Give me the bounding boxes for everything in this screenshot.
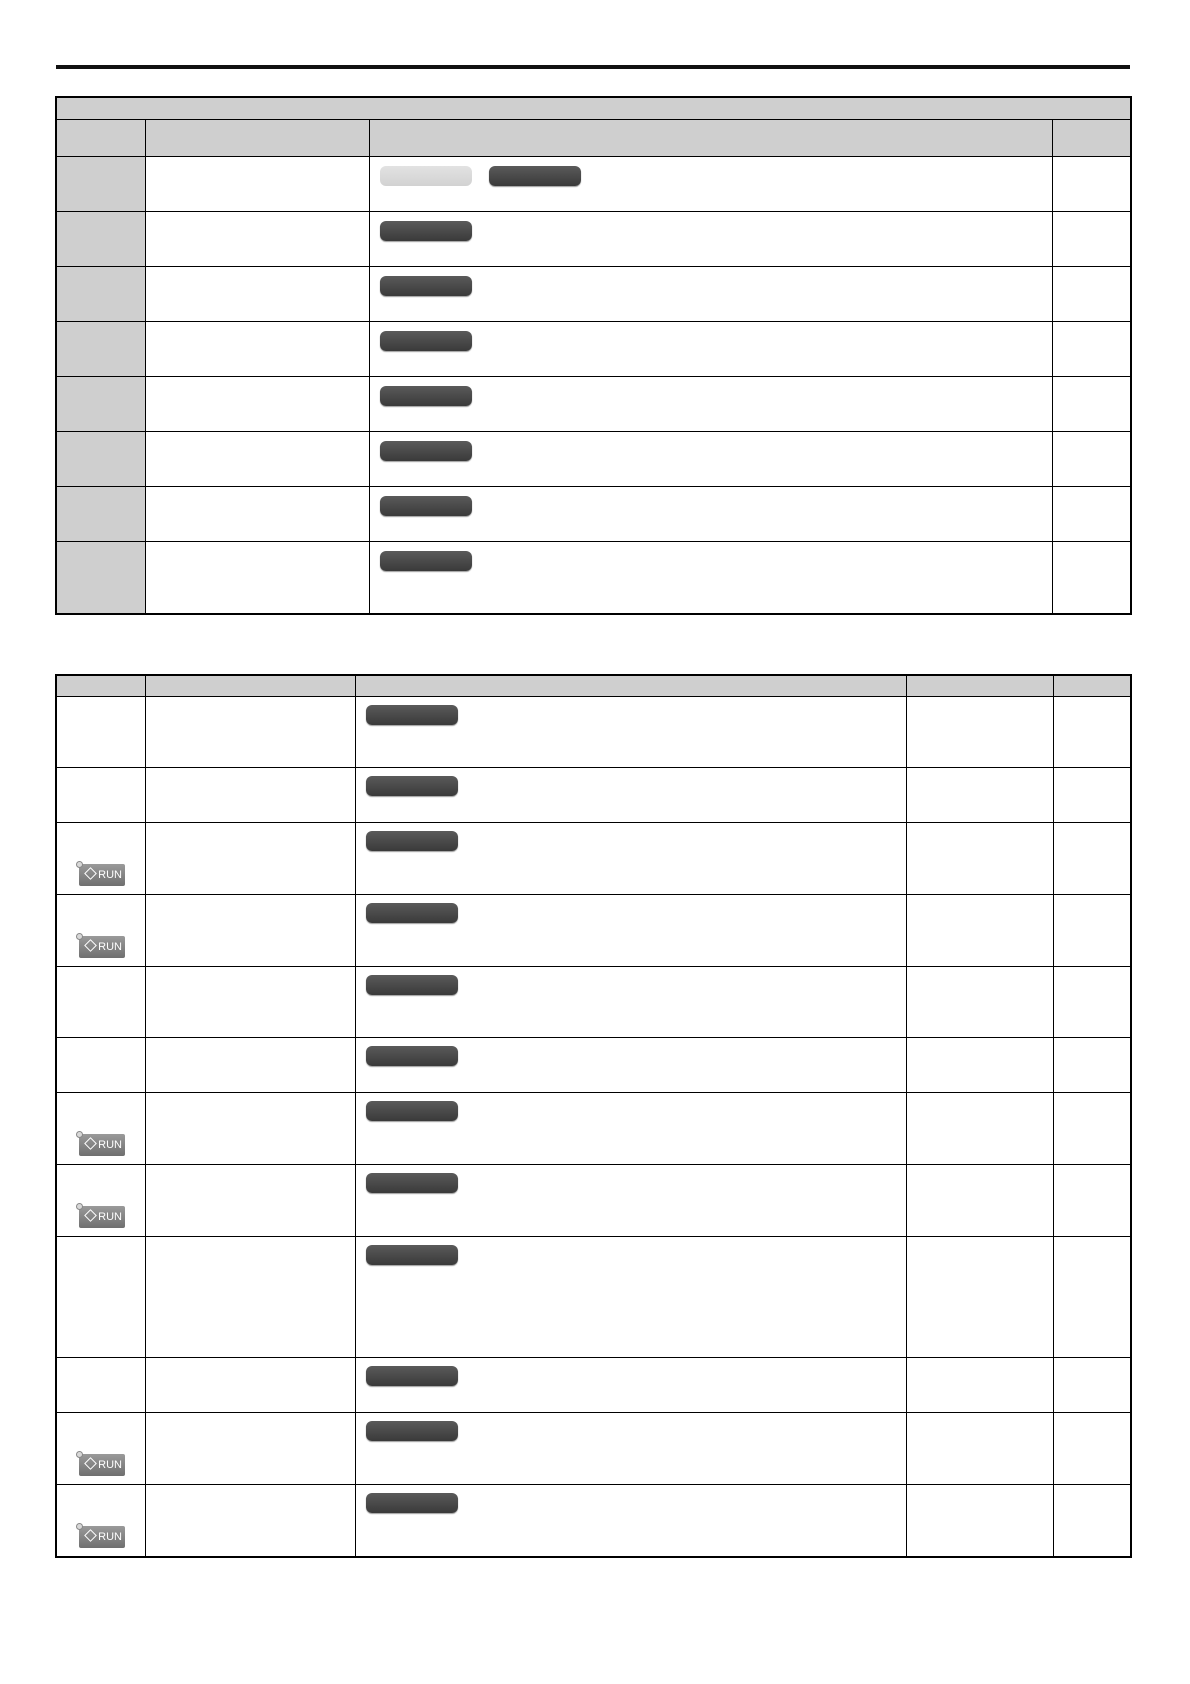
parameter-pill: [366, 1493, 458, 1513]
indicator-dot-icon: [76, 1523, 83, 1530]
table2-cell-page: [1054, 1413, 1130, 1485]
table2-cell-name: [146, 823, 356, 895]
table2-cell-description: [356, 1413, 907, 1485]
table2-cell-range: [907, 697, 1054, 768]
table2-cell-range: [907, 1093, 1054, 1165]
table1-cell-no: [57, 267, 146, 322]
indicator-dot-icon: [76, 1203, 83, 1210]
table2-cell-range: [907, 1038, 1054, 1093]
table2-cell-description: [356, 823, 907, 895]
table2-cell-page: [1054, 967, 1130, 1038]
parameter-pill: [366, 975, 458, 995]
table2-cell-page: [1054, 1038, 1130, 1093]
table1-cell-name: [146, 322, 370, 377]
table1-cell-name: [146, 267, 370, 322]
parameter-pill: [380, 331, 472, 351]
parameter-pill: [366, 705, 458, 725]
parameter-pill: [366, 1245, 458, 1265]
table1-cell-no: [57, 157, 146, 212]
parameter-pill: [366, 1366, 458, 1386]
table2-cell-description: [356, 967, 907, 1038]
table1-cell-page: [1053, 542, 1130, 613]
table1-cell-page: [1053, 157, 1130, 212]
table1-cell-page: [1053, 487, 1130, 542]
table2-header-description: [356, 676, 907, 697]
parameter-pill: [380, 496, 472, 516]
table1-cell-no: [57, 212, 146, 267]
run-badge-label: RUN: [98, 1211, 122, 1223]
run-badge-label: RUN: [98, 941, 122, 953]
parameter-pill: [380, 276, 472, 296]
table1-cell-page: [1053, 322, 1130, 377]
table2-cell-no: [57, 1413, 146, 1485]
table1-cell-no: [57, 322, 146, 377]
table1-title-row: [57, 98, 1130, 120]
run-diamond-icon: [84, 1529, 97, 1542]
table2-cell-name: [146, 967, 356, 1038]
run-badge-label: RUN: [98, 1139, 122, 1151]
table2-cell-page: [1054, 823, 1130, 895]
table2-cell-range: [907, 823, 1054, 895]
table1-header-description: [370, 120, 1053, 157]
table1-cell-name: [146, 542, 370, 613]
table1-cell-no: [57, 432, 146, 487]
parameter-pill: [380, 441, 472, 461]
table2-header-page: [1054, 676, 1130, 697]
table2-cell-no: [57, 1165, 146, 1237]
table2-cell-no: [57, 768, 146, 823]
table2-cell-range: [907, 895, 1054, 967]
parameter-pill: [489, 166, 581, 186]
parameter-table-1: [55, 96, 1132, 615]
table2-header-name: [146, 676, 356, 697]
indicator-dot-icon: [76, 861, 83, 868]
table2-cell-description: [356, 1237, 907, 1358]
run-diamond-icon: [84, 1209, 97, 1222]
table2-header-range: [907, 676, 1054, 697]
table2-cell-no: [57, 1093, 146, 1165]
table2-cell-page: [1054, 1485, 1130, 1556]
table2-cell-name: [146, 1165, 356, 1237]
table2-cell-page: [1054, 1093, 1130, 1165]
table2-cell-range: [907, 1485, 1054, 1556]
run-badge: [79, 936, 125, 958]
parameter-pill: [366, 1101, 458, 1121]
table2-cell-description: [356, 895, 907, 967]
table2-cell-name: [146, 895, 356, 967]
table2-cell-no: [57, 1485, 146, 1556]
table2-cell-name: [146, 1358, 356, 1413]
table1-cell-no: [57, 377, 146, 432]
table1-cell-description: [370, 377, 1053, 432]
table1-cell-description: [370, 322, 1053, 377]
table2-cell-no: [57, 967, 146, 1038]
indicator-dot-icon: [76, 933, 83, 940]
table2-cell-name: [146, 1093, 356, 1165]
table2-cell-range: [907, 1413, 1054, 1485]
parameter-pill: [380, 166, 472, 186]
table1-cell-name: [146, 212, 370, 267]
table2-cell-no: [57, 1038, 146, 1093]
table1-cell-no: [57, 542, 146, 613]
run-badge-label: RUN: [98, 869, 122, 881]
parameter-pill: [366, 831, 458, 851]
parameter-pill: [366, 1046, 458, 1066]
table2-cell-name: [146, 697, 356, 768]
run-badge: [79, 864, 125, 886]
table2-cell-range: [907, 1358, 1054, 1413]
table1-cell-description: [370, 487, 1053, 542]
parameter-pill: [380, 221, 472, 241]
table2-cell-range: [907, 768, 1054, 823]
run-badge-label: RUN: [98, 1459, 122, 1471]
table1-header-page: [1053, 120, 1130, 157]
table2-cell-page: [1054, 768, 1130, 823]
table2-cell-page: [1054, 697, 1130, 768]
table1-cell-page: [1053, 267, 1130, 322]
table1-cell-description: [370, 157, 1053, 212]
run-badge-label: RUN: [98, 1531, 122, 1543]
table1-header-no: [57, 120, 146, 157]
table2-cell-name: [146, 1038, 356, 1093]
table2-cell-no: [57, 1358, 146, 1413]
table2-cell-description: [356, 768, 907, 823]
parameter-pill: [366, 1421, 458, 1441]
table1-cell-name: [146, 377, 370, 432]
indicator-dot-icon: [76, 1451, 83, 1458]
table2-cell-description: [356, 697, 907, 768]
table1-cell-description: [370, 212, 1053, 267]
table1-cell-page: [1053, 432, 1130, 487]
run-diamond-icon: [84, 1457, 97, 1470]
table2-cell-no: [57, 823, 146, 895]
table2-cell-range: [907, 1237, 1054, 1358]
table2-cell-range: [907, 967, 1054, 1038]
parameter-pill: [366, 903, 458, 923]
table1-header-name: [146, 120, 370, 157]
table2-cell-page: [1054, 1165, 1130, 1237]
parameter-pill: [366, 776, 458, 796]
table2-cell-page: [1054, 1237, 1130, 1358]
table2-header-no: [57, 676, 146, 697]
table1-cell-page: [1053, 377, 1130, 432]
run-badge: [79, 1134, 125, 1156]
run-badge: [79, 1206, 125, 1228]
parameter-table-2: [55, 674, 1132, 1558]
table2-cell-name: [146, 1237, 356, 1358]
parameter-pill: [380, 386, 472, 406]
table2-cell-page: [1054, 895, 1130, 967]
table1-cell-no: [57, 487, 146, 542]
table2-cell-description: [356, 1165, 907, 1237]
table1-cell-name: [146, 157, 370, 212]
parameter-pill: [380, 551, 472, 571]
table2-cell-description: [356, 1038, 907, 1093]
table1-cell-description: [370, 542, 1053, 613]
table2-cell-no: [57, 697, 146, 768]
table2-cell-page: [1054, 1358, 1130, 1413]
table2-cell-description: [356, 1485, 907, 1556]
table2-cell-no: [57, 895, 146, 967]
run-diamond-icon: [84, 1137, 97, 1150]
table1-cell-page: [1053, 212, 1130, 267]
table1-cell-name: [146, 487, 370, 542]
parameter-pill: [366, 1173, 458, 1193]
table2-cell-no: [57, 1237, 146, 1358]
table2-cell-name: [146, 1413, 356, 1485]
table1-cell-description: [370, 267, 1053, 322]
top-rule: [56, 65, 1130, 69]
run-diamond-icon: [84, 867, 97, 880]
run-badge: [79, 1454, 125, 1476]
table1-cell-description: [370, 432, 1053, 487]
table2-cell-range: [907, 1165, 1054, 1237]
table2-cell-name: [146, 768, 356, 823]
table2-cell-name: [146, 1485, 356, 1556]
table2-cell-description: [356, 1093, 907, 1165]
table2-cell-description: [356, 1358, 907, 1413]
indicator-dot-icon: [76, 1131, 83, 1138]
table1-cell-name: [146, 432, 370, 487]
run-badge: [79, 1526, 125, 1548]
run-diamond-icon: [84, 939, 97, 952]
